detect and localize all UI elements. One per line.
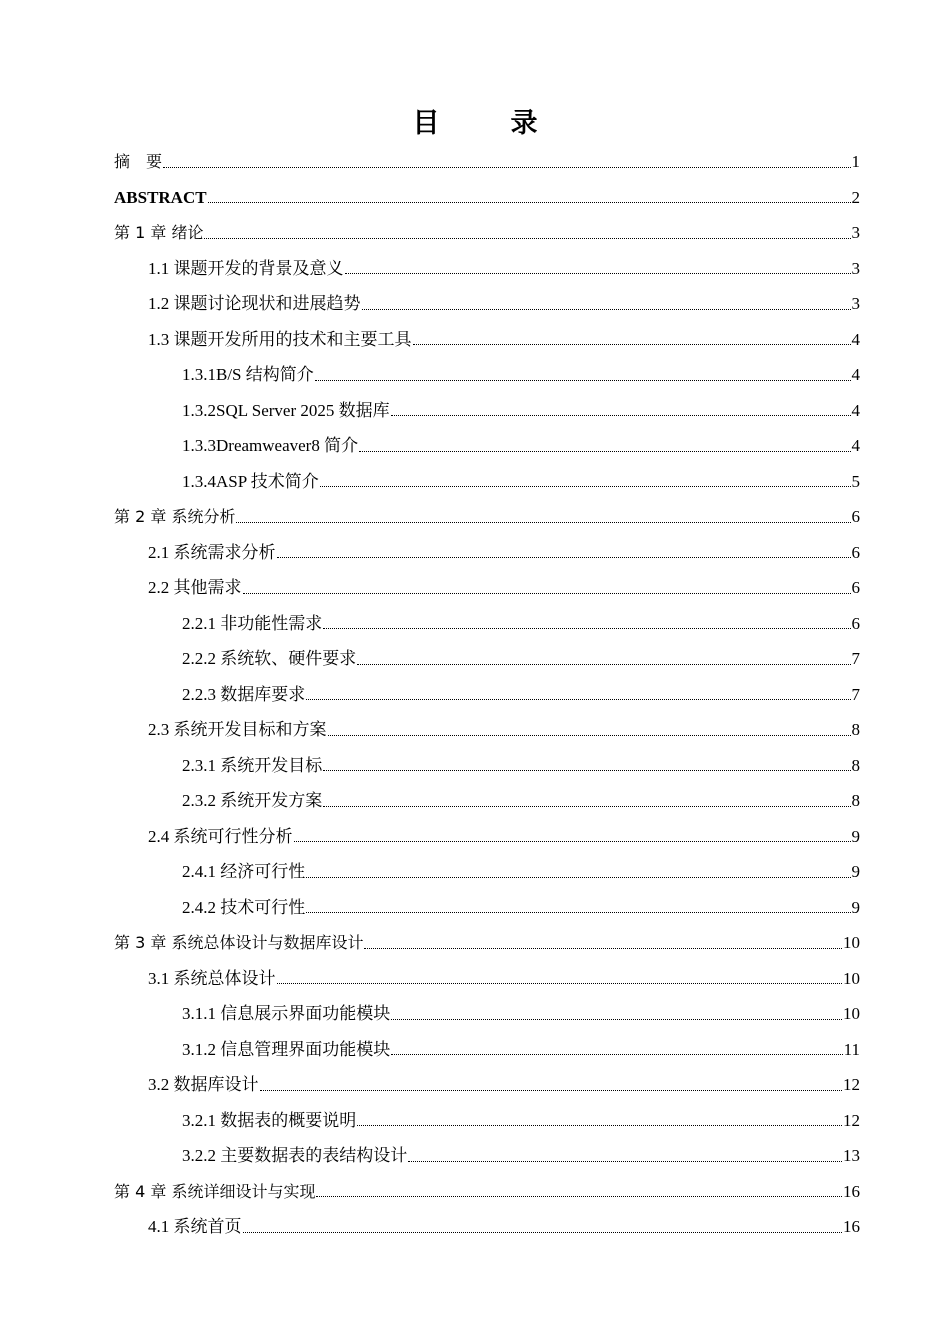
- dot-leader: [408, 1138, 842, 1174]
- dot-leader: [260, 1067, 843, 1103]
- toc-entry-page-number: 8: [851, 791, 860, 810]
- toc-entry-label: 3.2.2 主要数据表的表结构设计: [182, 1146, 408, 1165]
- toc-entry-page-number: 4: [851, 400, 860, 420]
- toc-entry[interactable]: [114, 606, 860, 642]
- toc-entry-label: 第 1 章 绪论: [114, 223, 204, 242]
- dot-leader: [306, 890, 850, 926]
- toc-entry-page-number: 10: [843, 1004, 860, 1023]
- toc-entry[interactable]: [114, 180, 860, 216]
- toc-entry[interactable]: [114, 357, 860, 393]
- toc-entry[interactable]: [114, 428, 860, 464]
- toc-entry[interactable]: [114, 570, 860, 606]
- toc-entry[interactable]: [114, 854, 860, 890]
- dot-leader: [208, 180, 851, 216]
- toc-entry-page-number: 5: [851, 471, 860, 491]
- dot-leader: [413, 322, 851, 358]
- toc-entry[interactable]: [114, 144, 860, 180]
- toc-entry-label: 3.1 系统总体设计: [148, 968, 276, 988]
- toc-entry-label: 2.3.2 系统开发方案: [182, 791, 323, 810]
- toc-entry-label: 2.3.1 系统开发目标: [182, 755, 323, 775]
- toc-entry[interactable]: [114, 712, 860, 748]
- toc-entry-label: 3.1.2 信息管理界面功能模块: [182, 1039, 391, 1059]
- toc-entry-page-number: 4: [851, 436, 860, 455]
- dot-leader: [306, 677, 850, 713]
- toc-entry[interactable]: [114, 819, 860, 855]
- toc-entry-label: 4.1 系统首页: [148, 1217, 242, 1236]
- dot-leader: [306, 854, 850, 890]
- toc-entry-label: 第 3 章 系统总体设计与数据库设计: [114, 933, 364, 952]
- dot-leader: [345, 251, 851, 287]
- toc-entry[interactable]: [114, 499, 860, 535]
- toc-entry[interactable]: [114, 535, 860, 571]
- toc-entry-page-number: 10: [843, 968, 860, 988]
- toc-entry-label: 3.2.1 数据表的概要说明: [182, 1110, 357, 1130]
- toc-entry-page-number: 9: [851, 862, 860, 881]
- toc-entry-label: ABSTRACT: [114, 187, 207, 207]
- toc-entry-page-number: 8: [851, 720, 860, 739]
- dot-leader: [243, 570, 851, 606]
- toc-entry-page-number: 11: [843, 1039, 860, 1059]
- toc-entry-label: 3.2 数据库设计: [148, 1075, 259, 1094]
- toc-entry-page-number: 3: [851, 258, 860, 278]
- toc-entry-page-number: 9: [851, 897, 860, 917]
- toc-entry[interactable]: [114, 996, 860, 1032]
- toc-entry[interactable]: [114, 1032, 860, 1068]
- toc-entry[interactable]: [114, 961, 860, 997]
- toc-entry-label: 3.1.1 信息展示界面功能模块: [182, 1004, 391, 1023]
- dot-leader: [391, 996, 842, 1032]
- toc-entry-page-number: 9: [851, 826, 860, 846]
- dot-leader: [315, 357, 851, 393]
- toc-entry-page-number: 3: [851, 294, 860, 313]
- toc-entry-page-number: 8: [851, 755, 860, 775]
- toc-entry[interactable]: [114, 464, 860, 500]
- toc-entry-page-number: 10: [843, 933, 860, 952]
- dot-leader: [359, 428, 850, 464]
- toc-entry[interactable]: [114, 748, 860, 784]
- toc-entry-page-number: 2: [851, 187, 860, 207]
- dot-leader: [357, 1103, 842, 1139]
- toc-entry[interactable]: [114, 322, 860, 358]
- toc-entry[interactable]: [114, 1174, 860, 1210]
- dot-leader: [391, 1032, 842, 1068]
- toc-entry-label: 1.3.4ASP 技术简介: [182, 471, 319, 491]
- dot-leader: [163, 144, 850, 180]
- dot-leader: [294, 819, 851, 855]
- toc-entry-page-number: 6: [851, 578, 860, 597]
- toc-entry-label: 第 4 章 系统详细设计与实现: [114, 1181, 316, 1201]
- dot-leader: [204, 215, 850, 251]
- dot-leader: [320, 464, 851, 500]
- toc-entry[interactable]: [114, 641, 860, 677]
- toc-entry-page-number: 6: [851, 507, 860, 526]
- toc-entry-label: 1.3 课题开发所用的技术和主要工具: [148, 329, 412, 349]
- toc-entry-label: 2.4.2 技术可行性: [182, 897, 306, 917]
- toc-entry[interactable]: [114, 1209, 860, 1245]
- page-title: 目 录: [412, 108, 560, 139]
- dot-leader: [391, 393, 851, 429]
- toc-entry-page-number: 13: [843, 1146, 860, 1165]
- toc-entry-label: 第 2 章 系统分析: [114, 507, 236, 526]
- toc-entry-label: 2.1 系统需求分析: [148, 542, 276, 562]
- dot-leader: [277, 535, 851, 571]
- toc-entry-page-number: 4: [851, 365, 860, 384]
- toc-entry-label: 2.2 其他需求: [148, 578, 242, 597]
- toc-entry-page-number: 6: [851, 613, 860, 633]
- toc-entry[interactable]: [114, 677, 860, 713]
- toc-entry-page-number: 12: [843, 1075, 860, 1094]
- dot-leader: [243, 1209, 843, 1245]
- toc-entry-label: 1.3.2SQL Server 2025 数据库: [182, 400, 390, 420]
- toc-entry-label: 2.2.3 数据库要求: [182, 684, 306, 704]
- table-of-contents: [114, 144, 860, 1245]
- dot-leader: [362, 286, 851, 322]
- toc-entry-page-number: 6: [851, 542, 860, 562]
- toc-entry[interactable]: [114, 393, 860, 429]
- toc-entry-label: 摘 要: [114, 152, 163, 171]
- toc-entry[interactable]: [114, 215, 860, 251]
- toc-entry[interactable]: [114, 925, 860, 961]
- toc-entry-page-number: 1: [851, 152, 860, 171]
- dot-leader: [316, 1174, 842, 1210]
- toc-entry-page-number: 3: [851, 223, 860, 242]
- toc-entry-page-number: 7: [851, 684, 860, 704]
- toc-entry-label: 1.3.3Dreamweaver8 简介: [182, 436, 359, 455]
- toc-entry-label: 2.2.1 非功能性需求: [182, 613, 323, 633]
- toc-entry-label: 2.2.2 系统软、硬件要求: [182, 649, 357, 668]
- dot-leader: [364, 925, 842, 961]
- toc-entry[interactable]: [114, 1138, 860, 1174]
- toc-entry-label: 1.1 课题开发的背景及意义: [148, 258, 344, 278]
- toc-entry-page-number: 4: [851, 329, 860, 349]
- toc-entry[interactable]: [114, 286, 860, 322]
- toc-entry[interactable]: [114, 1067, 860, 1103]
- toc-entry-page-number: 12: [843, 1110, 860, 1130]
- dot-leader: [328, 712, 851, 748]
- dot-leader: [357, 641, 850, 677]
- dot-leader: [236, 499, 850, 535]
- dot-leader: [323, 606, 850, 642]
- toc-entry-page-number: 16: [843, 1217, 860, 1236]
- toc-entry-label: 2.3 系统开发目标和方案: [148, 720, 327, 739]
- dot-leader: [323, 748, 850, 784]
- toc-entry[interactable]: [114, 783, 860, 819]
- toc-entry-label: 1.3.1B/S 结构简介: [182, 365, 314, 384]
- toc-entry[interactable]: [114, 1103, 860, 1139]
- toc-entry-label: 2.4.1 经济可行性: [182, 862, 306, 881]
- toc-entry-label: 1.2 课题讨论现状和进展趋势: [148, 294, 361, 313]
- dot-leader: [277, 961, 843, 997]
- toc-entry-label: 2.4 系统可行性分析: [148, 826, 293, 846]
- toc-entry[interactable]: [114, 890, 860, 926]
- toc-entry-page-number: 7: [851, 649, 860, 668]
- toc-entry-page-number: 16: [843, 1181, 860, 1201]
- toc-entry[interactable]: [114, 251, 860, 287]
- dot-leader: [323, 783, 850, 819]
